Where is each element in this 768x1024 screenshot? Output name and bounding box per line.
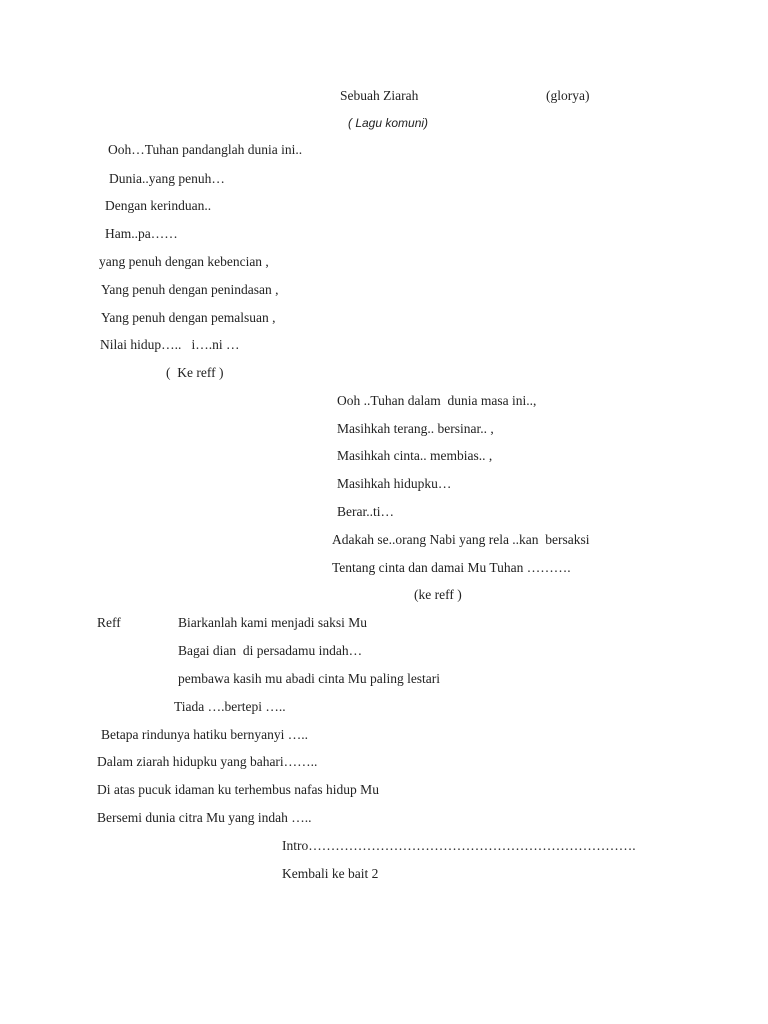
verse-line: Ooh ..Tuhan dalam dunia masa ini.., [337,393,537,408]
reff-line: pembawa kasih mu abadi cinta Mu paling lestari [178,671,441,686]
reff-cue: (ke reff ) [414,587,462,602]
reff-line: Tiada ….bertepi ….. [174,699,286,714]
verse-line: Yang penuh dengan penindasan , [101,282,279,297]
reff-label: Reff [97,615,121,630]
bridge-line: Betapa rindunya hatiku bernyanyi ….. [101,727,308,742]
verse-line: Nilai hidup….. i….ni … [100,337,240,352]
intro-cue: Intro………………………………………………………………. [282,838,636,853]
song-title: Sebuah Ziarah [340,88,419,103]
bridge-line: Dalam ziarah hidupku yang bahari…….. [97,754,318,769]
verse-line: Masihkah terang.. bersinar.. , [337,421,494,436]
verse-line: Masihkah cinta.. membias.. , [337,448,493,463]
bridge-line: Bersemi dunia citra Mu yang indah ….. [97,810,312,825]
verse-line: Berar..ti… [337,504,394,519]
verse-line: Masihkah hidupku… [337,476,452,491]
return-cue: Kembali ke bait 2 [282,866,379,881]
reff-line: Biarkanlah kami menjadi saksi Mu [178,615,367,630]
verse-line: Dengan kerinduan.. [105,198,212,213]
verse-line: Tentang cinta dan damai Mu Tuhan ………. [332,560,571,575]
verse-line: Dunia..yang penuh… [109,171,225,186]
verse-line: Adakah se..orang Nabi yang rela ..kan bersaksi [332,532,590,547]
verse-line: Yang penuh dengan pemalsuan , [101,310,276,325]
reff-cue: ( Ke reff ) [166,365,224,380]
song-author: (glorya) [546,88,590,103]
verse-line: Ham..pa…… [105,226,178,241]
verse-line: Ooh…Tuhan pandanglah dunia ini.. [108,142,303,157]
verse-line: yang penuh dengan kebencian , [99,254,269,269]
bridge-line: Di atas pucuk idaman ku terhembus nafas hidup Mu [97,782,379,797]
song-subtitle: ( Lagu komuni) [348,116,429,130]
reff-line: Bagai dian di persadamu indah… [178,643,363,658]
